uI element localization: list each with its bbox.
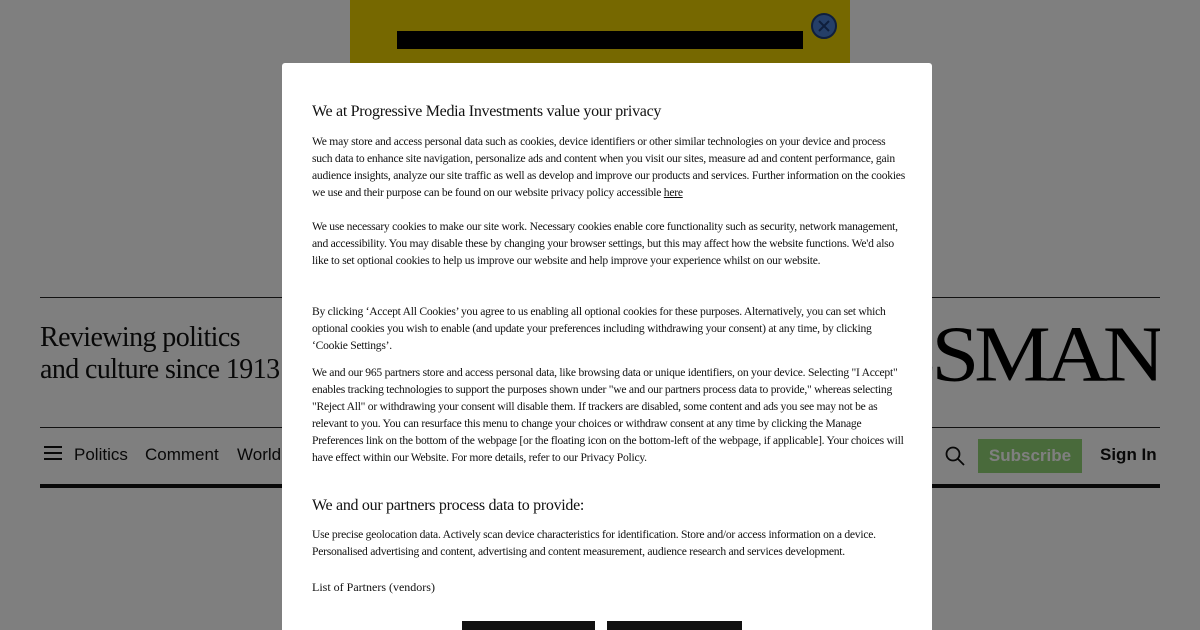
- consent-title: We at Progressive Media Investments value your privacy: [312, 103, 662, 120]
- consent-button-right[interactable]: [607, 621, 742, 630]
- consent-paragraph-accept-all: By clicking ‘Accept All Cookies’ you agree to us enabling all optional cookies for these purposes. Alternatively, you can set which optional cookies you wish to enable (and update your preferences including withdrawing your consent) at any time, by clicking ‘Cookie Settings’.: [312, 305, 886, 352]
- consent-paragraph-necessary-cookies: We use necessary cookies to make our site work. Necessary cookies enable core functionality such as security, network management, and accessibility. You may disable these by changing your browser settings, but this may affect how the website functions. We'd also like to set optional cookies to help us improve our website and help improve your experience whilst on our website.: [312, 220, 898, 267]
- purposes-title: We and our partners process data to provide:: [312, 497, 585, 514]
- consent-paragraph-data-storage: We may store and access personal data such as cookies, device identifiers or other similar technologies on your device and process such data to enhance site navigation, personalize ads and content when you visit our sites, measure ad and content performance, gain audience insights, analyze our site traffic as well as develop and improve our products and services. Further information on the cookies we use and their purpose can be found on our website privacy policy accessible here: [312, 135, 905, 199]
- privacy-policy-link[interactable]: here: [663, 186, 683, 199]
- purposes-text: Use precise geolocation data. Actively scan device characteristics for identification. Store and/or access information on a device. Personalised advertising and content, advertising and content measurement, audience research and services development.: [312, 528, 876, 558]
- consent-paragraph-partners: We and our 965 partners store and access personal data, like browsing data or unique identifiers, on your device. Selecting "I Accept" enables tracking technologies to support the purposes shown under "we and our partners process data to provide," whereas selecting "Reject All" or withdrawing your consent will disable them. If trackers are disabled, some content and ads you see may not be as relevant to you. You can resurface this menu to change your choices or withdraw consent at any time by clicking the Manage Preferences link on the bottom of the webpage [or the floating icon on the bottom-left of the webpage, if applicable]. Your choices will have effect within our Website. For more details, refer to our Privacy Policy.: [312, 366, 904, 464]
- consent-button-left[interactable]: [462, 621, 595, 630]
- vendors-list-link[interactable]: List of Partners (vendors): [312, 580, 435, 594]
- cookie-consent-dialog: [282, 63, 932, 630]
